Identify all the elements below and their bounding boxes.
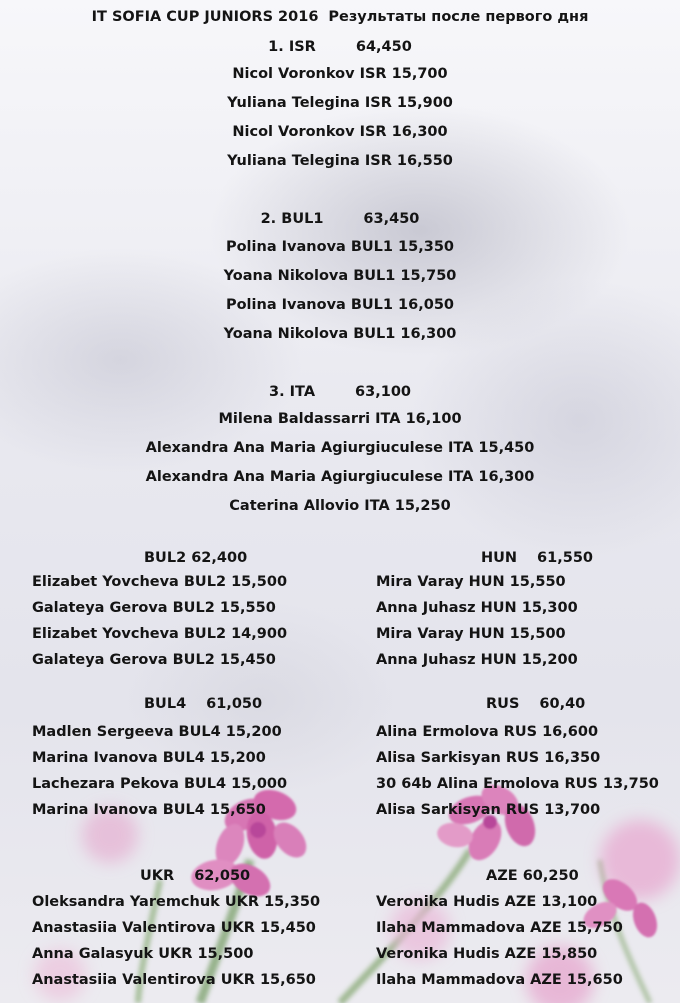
team-rank: 1.	[268, 39, 284, 55]
result-line: Elizabet Yovcheva BUL2 15,500	[32, 574, 288, 590]
team-score: 60,40	[539, 696, 586, 712]
result-line: Lachezara Pekova BUL4 15,000	[32, 776, 288, 792]
result-line: Yuliana Telegina ISR 16,550	[227, 153, 453, 169]
result-line: Galateya Gerova BUL2 15,550	[32, 600, 276, 616]
team-score: 60,250	[522, 868, 579, 884]
result-line: Alexandra Ana Maria Agiurgiuculese ITA 16,300	[145, 469, 535, 485]
team-header-bul2	[144, 549, 247, 567]
result-line: Alisa Sarkisyan RUS 16,350	[376, 750, 601, 766]
result-line: Marina Ivanova BUL4 15,650	[32, 802, 266, 818]
result-line: Caterina Allovio ITA 15,250	[229, 498, 451, 514]
team-code: BUL1	[281, 211, 324, 227]
result-line: Nicol Voronkov ISR 16,300	[232, 124, 448, 140]
result-line: Galateya Gerova BUL2 15,450	[32, 652, 276, 668]
team-header-bul4	[144, 695, 262, 713]
result-line: Anna Juhasz HUN 15,200	[376, 652, 578, 668]
result-line: Oleksandra Yaremchuk UKR 15,350	[32, 894, 321, 910]
page-title	[0, 8, 680, 26]
result-line: Madlen Sergeeva BUL4 15,200	[32, 724, 282, 740]
result-line: Anna Juhasz HUN 15,300	[376, 600, 578, 616]
result-line: Alisa Sarkisyan RUS 13,700	[376, 802, 601, 818]
team-score: 63,100	[355, 384, 412, 400]
team-rank: 3.	[268, 384, 285, 400]
team-score: 61,050	[206, 696, 263, 712]
result-line: Elizabet Yovcheva BUL2 14,900	[32, 626, 288, 642]
result-line: Anna Galasyuk UKR 15,500	[32, 946, 254, 962]
team-score: 62,050	[194, 868, 251, 884]
team-code: HUN	[481, 550, 518, 566]
result-line: Nicol Voronkov ISR 15,700	[232, 66, 448, 82]
result-line: Ilaha Mammadova AZE 15,750	[376, 920, 623, 936]
team-header-isr	[0, 38, 680, 56]
result-line: Mira Varay HUN 15,500	[376, 626, 566, 642]
team-score: 64,450	[355, 39, 412, 55]
result-line: Ilaha Mammadova AZE 15,650	[376, 972, 623, 988]
team-score: 62,400	[191, 550, 248, 566]
team-header-ukr	[140, 867, 250, 885]
team-score: 61,550	[537, 550, 594, 566]
results-subtitle: Результаты после первого дня	[328, 9, 589, 25]
result-line: Veronika Hudis AZE 15,850	[376, 946, 598, 962]
result-line: Veronika Hudis AZE 13,100	[376, 894, 598, 910]
result-line: 30 64b Alina Ermolova RUS 13,750	[376, 776, 659, 792]
result-line: Marina Ivanova BUL4 15,200	[32, 750, 266, 766]
team-rank: 2.	[260, 211, 277, 227]
team-header-hun	[481, 549, 593, 567]
result-line: Yuliana Telegina ISR 15,900	[227, 95, 453, 111]
result-line: Yoana Nikolova BUL1 16,300	[223, 326, 457, 342]
team-header-rus	[486, 695, 585, 713]
result-line: Anastasiia Valentirova UKR 15,650	[32, 972, 316, 988]
team-header-bul1	[0, 210, 680, 228]
team-code: AZE	[486, 868, 518, 884]
result-line: Mira Varay HUN 15,550	[376, 574, 566, 590]
result-line: Alexandra Ana Maria Agiurgiuculese ITA 15,450	[145, 440, 535, 456]
event-name: IT SOFIA CUP JUNIORS 2016	[91, 9, 319, 25]
team-code: ITA	[289, 384, 316, 400]
result-line: Polina Ivanova BUL1 15,350	[225, 239, 455, 255]
team-code: BUL4	[144, 696, 187, 712]
result-line: Polina Ivanova BUL1 16,050	[225, 297, 455, 313]
result-line: Milena Baldassarri ITA 16,100	[218, 411, 462, 427]
team-code: BUL2	[144, 550, 187, 566]
team-header-aze	[486, 867, 579, 885]
team-header-ita	[0, 383, 680, 401]
team-code: ISR	[288, 39, 316, 55]
team-score: 63,450	[363, 211, 420, 227]
result-line: Anastasiia Valentirova UKR 15,450	[32, 920, 316, 936]
result-line: Alina Ermolova RUS 16,600	[376, 724, 599, 740]
result-line: Yoana Nikolova BUL1 15,750	[223, 268, 457, 284]
team-code: UKR	[140, 868, 175, 884]
team-code: RUS	[486, 696, 520, 712]
